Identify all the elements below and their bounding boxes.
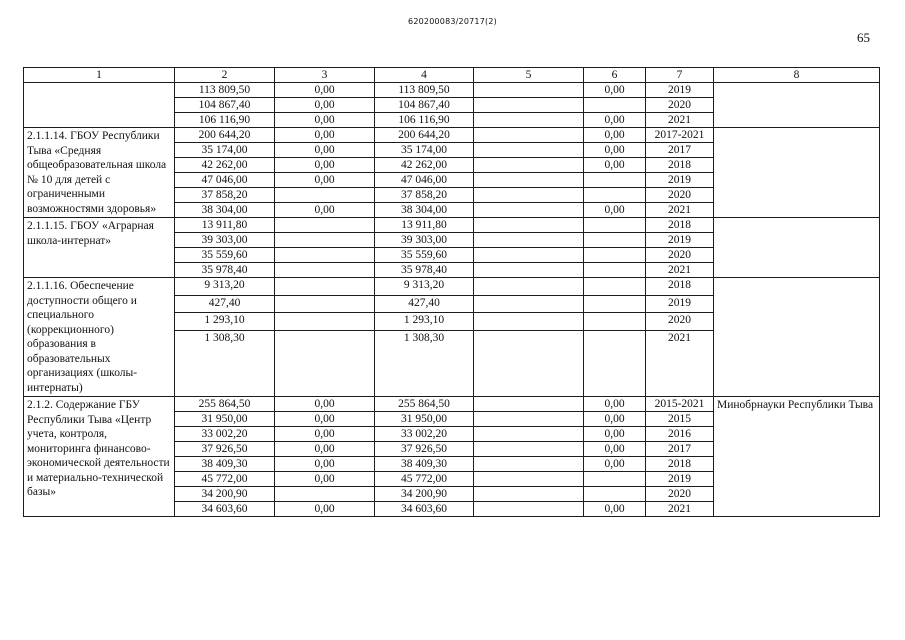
cell-col-6: 0,00 bbox=[584, 412, 646, 427]
cell-col-7: 2018 bbox=[646, 278, 714, 296]
cell-col-7: 2020 bbox=[646, 98, 714, 113]
cell-col-6 bbox=[584, 173, 646, 188]
responsible-executor bbox=[714, 218, 880, 278]
cell-col-5 bbox=[474, 457, 584, 472]
responsible-executor bbox=[714, 278, 880, 397]
column-header: 5 bbox=[474, 68, 584, 83]
cell-col-5 bbox=[474, 442, 584, 457]
cell-col-3 bbox=[275, 218, 375, 233]
column-header: 8 bbox=[714, 68, 880, 83]
cell-col-2: 35 559,60 bbox=[175, 248, 275, 263]
cell-col-4: 31 950,00 bbox=[375, 412, 474, 427]
item-label: 2.1.1.14. ГБОУ Республики Тыва «Средняя общеобразовательная школа № 10 для детей с ограниченными возможностями здоровья» bbox=[24, 128, 175, 218]
cell-col-2: 113 809,50 bbox=[175, 83, 275, 98]
item-label: 2.1.1.15. ГБОУ «Аграрная школа-интернат» bbox=[24, 218, 175, 278]
cell-col-5 bbox=[474, 188, 584, 203]
cell-col-5 bbox=[474, 278, 584, 296]
cell-col-3: 0,00 bbox=[275, 457, 375, 472]
cell-col-6 bbox=[584, 487, 646, 502]
cell-col-3 bbox=[275, 263, 375, 278]
cell-col-7: 2015 bbox=[646, 412, 714, 427]
cell-col-6: 0,00 bbox=[584, 442, 646, 457]
cell-col-5 bbox=[474, 98, 584, 113]
cell-col-7: 2019 bbox=[646, 472, 714, 487]
cell-col-2: 37 858,20 bbox=[175, 188, 275, 203]
cell-col-7: 2021 bbox=[646, 113, 714, 128]
cell-col-4: 34 200,90 bbox=[375, 487, 474, 502]
cell-col-2: 45 772,00 bbox=[175, 472, 275, 487]
cell-col-6 bbox=[584, 472, 646, 487]
item-label: 2.1.2. Содержание ГБУ Республики Тыва «Центр учета, контроля, мониторинга финансово-экономической деятельности и материально-технической базы» bbox=[24, 397, 175, 517]
cell-col-2: 34 603,60 bbox=[175, 502, 275, 517]
cell-col-2: 9 313,20 bbox=[175, 278, 275, 296]
cell-col-3: 0,00 bbox=[275, 83, 375, 98]
document-id: 620200083/20717(2) bbox=[408, 17, 497, 26]
cell-col-4: 1 308,30 bbox=[375, 330, 474, 397]
cell-col-5 bbox=[474, 158, 584, 173]
cell-col-7: 2017 bbox=[646, 143, 714, 158]
cell-col-6: 0,00 bbox=[584, 457, 646, 472]
cell-col-6: 0,00 bbox=[584, 203, 646, 218]
cell-col-4: 38 304,00 bbox=[375, 203, 474, 218]
cell-col-4: 106 116,90 bbox=[375, 113, 474, 128]
page-number: 65 bbox=[857, 30, 870, 45]
cell-col-5 bbox=[474, 233, 584, 248]
cell-col-4: 39 303,00 bbox=[375, 233, 474, 248]
cell-col-7: 2019 bbox=[646, 295, 714, 313]
cell-col-2: 200 644,20 bbox=[175, 128, 275, 143]
table-row bbox=[24, 83, 880, 98]
cell-col-4: 37 926,50 bbox=[375, 442, 474, 457]
cell-col-2: 106 116,90 bbox=[175, 113, 275, 128]
cell-col-2: 33 002,20 bbox=[175, 427, 275, 442]
responsible-executor: Минобрнауки Республики Тыва bbox=[714, 397, 880, 517]
cell-col-6: 0,00 bbox=[584, 397, 646, 412]
cell-col-7: 2021 bbox=[646, 502, 714, 517]
cell-col-6: 0,00 bbox=[584, 502, 646, 517]
cell-col-7: 2019 bbox=[646, 233, 714, 248]
cell-col-5 bbox=[474, 295, 584, 313]
cell-col-3 bbox=[275, 188, 375, 203]
cell-col-3 bbox=[275, 248, 375, 263]
cell-col-7: 2021 bbox=[646, 263, 714, 278]
cell-col-4: 35 559,60 bbox=[375, 248, 474, 263]
cell-col-4: 47 046,00 bbox=[375, 173, 474, 188]
cell-col-6: 0,00 bbox=[584, 113, 646, 128]
cell-col-6: 0,00 bbox=[584, 158, 646, 173]
cell-col-6 bbox=[584, 278, 646, 296]
column-header: 3 bbox=[275, 68, 375, 83]
cell-col-7: 2018 bbox=[646, 457, 714, 472]
cell-col-6: 0,00 bbox=[584, 128, 646, 143]
cell-col-3: 0,00 bbox=[275, 113, 375, 128]
cell-col-3 bbox=[275, 295, 375, 313]
cell-col-2: 47 046,00 bbox=[175, 173, 275, 188]
cell-col-6 bbox=[584, 98, 646, 113]
cell-col-7: 2018 bbox=[646, 218, 714, 233]
cell-col-3: 0,00 bbox=[275, 158, 375, 173]
cell-col-3: 0,00 bbox=[275, 397, 375, 412]
cell-col-6 bbox=[584, 233, 646, 248]
cell-col-2: 35 174,00 bbox=[175, 143, 275, 158]
cell-col-4: 33 002,20 bbox=[375, 427, 474, 442]
cell-col-3: 0,00 bbox=[275, 143, 375, 158]
cell-col-7: 2021 bbox=[646, 203, 714, 218]
cell-col-3 bbox=[275, 330, 375, 397]
cell-col-7: 2015-2021 bbox=[646, 397, 714, 412]
cell-col-2: 42 262,00 bbox=[175, 158, 275, 173]
cell-col-7: 2018 bbox=[646, 158, 714, 173]
cell-col-5 bbox=[474, 472, 584, 487]
cell-col-4: 34 603,60 bbox=[375, 502, 474, 517]
cell-col-2: 38 409,30 bbox=[175, 457, 275, 472]
cell-col-6 bbox=[584, 295, 646, 313]
cell-col-2: 38 304,00 bbox=[175, 203, 275, 218]
cell-col-5 bbox=[474, 173, 584, 188]
budget-table bbox=[23, 67, 880, 517]
cell-col-4: 13 911,80 bbox=[375, 218, 474, 233]
cell-col-3: 0,00 bbox=[275, 203, 375, 218]
cell-col-5 bbox=[474, 427, 584, 442]
table-row bbox=[24, 397, 880, 412]
cell-col-3: 0,00 bbox=[275, 128, 375, 143]
cell-col-7: 2016 bbox=[646, 427, 714, 442]
cell-col-5 bbox=[474, 218, 584, 233]
cell-col-2: 255 864,50 bbox=[175, 397, 275, 412]
cell-col-7: 2019 bbox=[646, 83, 714, 98]
cell-col-4: 1 293,10 bbox=[375, 313, 474, 331]
cell-col-4: 427,40 bbox=[375, 295, 474, 313]
cell-col-5 bbox=[474, 397, 584, 412]
cell-col-6 bbox=[584, 263, 646, 278]
cell-col-5 bbox=[474, 203, 584, 218]
cell-col-7: 2017-2021 bbox=[646, 128, 714, 143]
cell-col-7: 2020 bbox=[646, 248, 714, 263]
item-label bbox=[24, 83, 175, 128]
cell-col-2: 34 200,90 bbox=[175, 487, 275, 502]
cell-col-6: 0,00 bbox=[584, 143, 646, 158]
cell-col-3: 0,00 bbox=[275, 502, 375, 517]
table-row bbox=[24, 218, 880, 233]
cell-col-5 bbox=[474, 502, 584, 517]
cell-col-4: 9 313,20 bbox=[375, 278, 474, 296]
cell-col-2: 104 867,40 bbox=[175, 98, 275, 113]
cell-col-4: 42 262,00 bbox=[375, 158, 474, 173]
cell-col-4: 35 174,00 bbox=[375, 143, 474, 158]
column-header: 4 bbox=[375, 68, 474, 83]
cell-col-4: 37 858,20 bbox=[375, 188, 474, 203]
cell-col-6 bbox=[584, 313, 646, 331]
cell-col-3: 0,00 bbox=[275, 472, 375, 487]
cell-col-2: 1 293,10 bbox=[175, 313, 275, 331]
cell-col-3 bbox=[275, 278, 375, 296]
cell-col-2: 1 308,30 bbox=[175, 330, 275, 397]
cell-col-4: 38 409,30 bbox=[375, 457, 474, 472]
responsible-executor bbox=[714, 83, 880, 128]
cell-col-7: 2021 bbox=[646, 330, 714, 397]
cell-col-2: 35 978,40 bbox=[175, 263, 275, 278]
cell-col-5 bbox=[474, 248, 584, 263]
cell-col-6 bbox=[584, 218, 646, 233]
cell-col-7: 2020 bbox=[646, 487, 714, 502]
cell-col-3: 0,00 bbox=[275, 173, 375, 188]
cell-col-3 bbox=[275, 313, 375, 331]
cell-col-3 bbox=[275, 487, 375, 502]
responsible-executor bbox=[714, 128, 880, 218]
item-label: 2.1.1.16. Обеспечение доступности общего и специального (коррекционного) образования в образовательных организациях (школы-интернаты) bbox=[24, 278, 175, 397]
cell-col-5 bbox=[474, 487, 584, 502]
column-header: 1 bbox=[24, 68, 175, 83]
cell-col-4: 255 864,50 bbox=[375, 397, 474, 412]
cell-col-4: 35 978,40 bbox=[375, 263, 474, 278]
cell-col-5 bbox=[474, 143, 584, 158]
column-header: 2 bbox=[175, 68, 275, 83]
cell-col-2: 37 926,50 bbox=[175, 442, 275, 457]
cell-col-5 bbox=[474, 113, 584, 128]
cell-col-5 bbox=[474, 263, 584, 278]
cell-col-3 bbox=[275, 233, 375, 248]
cell-col-6 bbox=[584, 188, 646, 203]
table-row bbox=[24, 278, 880, 296]
cell-col-2: 13 911,80 bbox=[175, 218, 275, 233]
cell-col-4: 113 809,50 bbox=[375, 83, 474, 98]
cell-col-5 bbox=[474, 330, 584, 397]
cell-col-5 bbox=[474, 128, 584, 143]
cell-col-5 bbox=[474, 313, 584, 331]
cell-col-4: 45 772,00 bbox=[375, 472, 474, 487]
cell-col-7: 2017 bbox=[646, 442, 714, 457]
cell-col-5 bbox=[474, 83, 584, 98]
cell-col-2: 39 303,00 bbox=[175, 233, 275, 248]
table-header-row bbox=[24, 68, 880, 83]
cell-col-7: 2020 bbox=[646, 313, 714, 331]
cell-col-3: 0,00 bbox=[275, 427, 375, 442]
cell-col-7: 2020 bbox=[646, 188, 714, 203]
cell-col-2: 427,40 bbox=[175, 295, 275, 313]
cell-col-3: 0,00 bbox=[275, 412, 375, 427]
column-header: 6 bbox=[584, 68, 646, 83]
cell-col-7: 2019 bbox=[646, 173, 714, 188]
cell-col-2: 31 950,00 bbox=[175, 412, 275, 427]
table-row bbox=[24, 128, 880, 143]
cell-col-3: 0,00 bbox=[275, 442, 375, 457]
cell-col-4: 104 867,40 bbox=[375, 98, 474, 113]
cell-col-6: 0,00 bbox=[584, 83, 646, 98]
cell-col-6: 0,00 bbox=[584, 427, 646, 442]
cell-col-4: 200 644,20 bbox=[375, 128, 474, 143]
column-header: 7 bbox=[646, 68, 714, 83]
cell-col-6 bbox=[584, 330, 646, 397]
cell-col-6 bbox=[584, 248, 646, 263]
cell-col-5 bbox=[474, 412, 584, 427]
cell-col-3: 0,00 bbox=[275, 98, 375, 113]
